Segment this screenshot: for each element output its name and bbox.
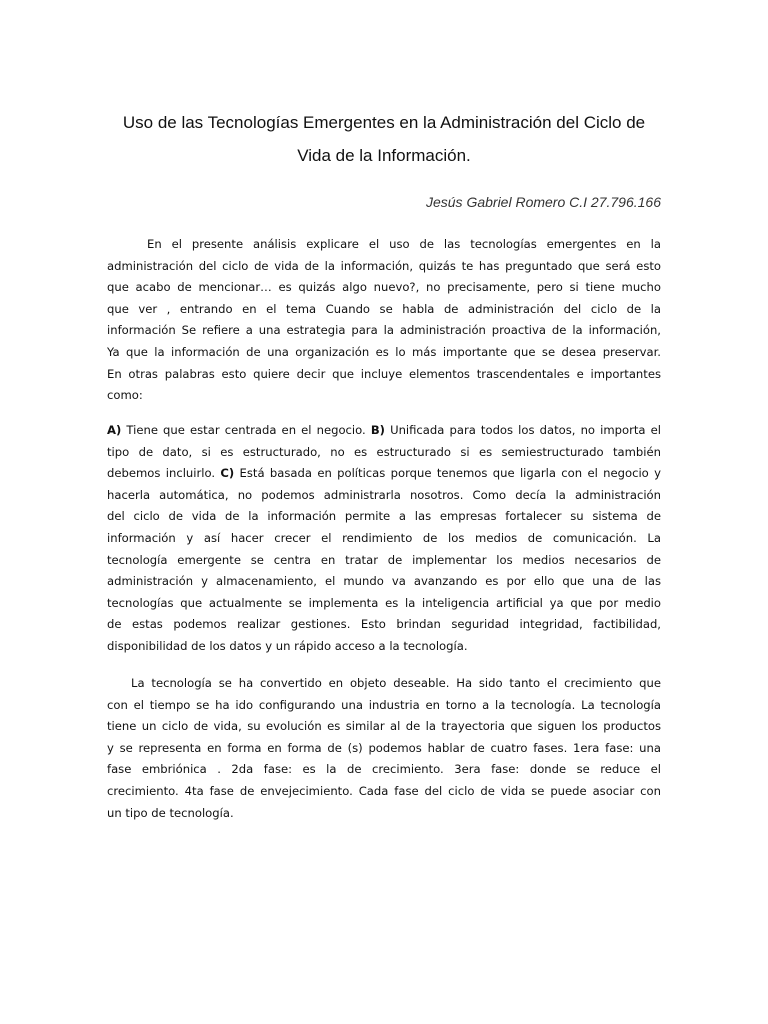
text-segment: tecnologías que actualmente se implementa es la inteligencia artificial ya que por medio (107, 595, 661, 610)
text-segment: que acabo de mencionar… es quizás algo nuevo?, no precisamente, pero si tiene mucho (107, 280, 661, 295)
text-line (107, 299, 661, 321)
text-segment: crecimiento. 4ta fase de envejecimiento. Cada fase del ciclo de vida se puede asociar con (107, 783, 661, 798)
list-marker: C) (220, 466, 235, 481)
text-line (107, 463, 661, 485)
text-line (107, 442, 661, 464)
list-marker: B) (370, 423, 385, 437)
author-line: Jesús Gabriel Romero C.I 27.796.166 (425, 194, 661, 210)
text-segment: información y así hacer crecer el rendimiento de los medios de comunicación. La (107, 530, 661, 545)
text-segment: con el tiempo se ha ido configurando una industria en torno a la tecnología. La tecnología (107, 697, 661, 712)
text-segment: que ver , entrando en el tema Cuando se habla de administración del ciclo de la (107, 301, 661, 316)
paragraph-1 (107, 234, 661, 407)
text-line (107, 277, 661, 299)
text-segment: En otras palabras esto quiere decir que incluye elementos trascendentales e importantes (107, 366, 661, 381)
text-segment: disponibilidad de los datos y un rápido acceso a la tecnología. (107, 638, 468, 653)
paragraph-3 (107, 673, 661, 824)
text-segment: tipo de dato, si es estructurado, no es estructurado si es semiestructurado también (107, 444, 661, 459)
text-segment: En el presente análisis explicare el uso de las tecnologías emergentes en la (147, 237, 661, 251)
text-line (107, 781, 661, 803)
text-line (107, 614, 661, 636)
document-title-line-2: Vida de la Información. (297, 146, 471, 165)
text-segment: de estas podemos realizar gestiones. Esto brindan seguridad integridad, factibilidad, (107, 617, 661, 632)
text-segment: debemos incluirlo. (107, 466, 221, 481)
text-segment: y se representa en forma en forma de (s) podemos hablar de cuatro fases. 1era fase: una (107, 740, 661, 755)
paragraph-2 (107, 420, 661, 658)
text-line (107, 234, 661, 256)
text-segment: administración del ciclo de vida de la información, quizás te has preguntado que será esto (107, 258, 661, 273)
text-line (107, 636, 661, 658)
text-line (107, 593, 661, 615)
text-segment: un tipo de tecnología. (107, 805, 234, 820)
text-line (107, 364, 661, 386)
text-line (107, 738, 661, 760)
text-line (107, 506, 661, 528)
text-line (107, 571, 661, 593)
text-segment: La tecnología se ha convertido en objeto deseable. Ha sido tanto el crecimiento que (131, 676, 661, 690)
text-line (107, 803, 661, 825)
text-line (107, 485, 661, 507)
text-segment: Está basada en políticas porque tenemos que ligarla con el negocio y (234, 466, 661, 481)
text-segment: del ciclo de vida de la información permite a las empresas fortalecer su sistema de (107, 509, 661, 524)
text-line (107, 385, 661, 407)
text-segment: como: (107, 388, 143, 403)
text-line (107, 420, 661, 442)
text-segment: tiene un ciclo de vida, su evolución es similar al de la trayectoria que siguen los productos (107, 719, 661, 734)
text-segment: hacerla automática, no podemos administrarla nosotros. Como decía la administración (107, 487, 661, 502)
text-line (107, 695, 661, 717)
text-line (107, 342, 661, 364)
text-segment: administración y almacenamiento, el mundo va avanzando es por ello que una de las (107, 574, 661, 589)
text-line (107, 673, 661, 695)
text-line (107, 320, 661, 342)
text-line (107, 716, 661, 738)
text-line (107, 256, 661, 278)
list-marker: A) (107, 423, 122, 437)
text-line (107, 550, 661, 572)
text-segment: Unificada para todos los datos, no importa el (384, 423, 661, 437)
text-segment: fase embriónica . 2da fase: es la de crecimiento. 3era fase: donde se reduce el (107, 762, 661, 777)
text-segment: Ya que la información de una organización es lo más importante que se desea preservar. (107, 344, 661, 359)
document-title-line-1: Uso de las Tecnologías Emergentes en la Administración del Ciclo de (122, 113, 646, 132)
text-line (107, 759, 661, 781)
text-segment: Tiene que estar centrada en el negocio. (121, 423, 371, 437)
text-segment: tecnología emergente se centra en tratar de implementar los medios necesarios de (107, 552, 661, 567)
text-segment: información Se refiere a una estrategia para la administración proactiva de la información, (107, 323, 661, 338)
text-line (107, 528, 661, 550)
